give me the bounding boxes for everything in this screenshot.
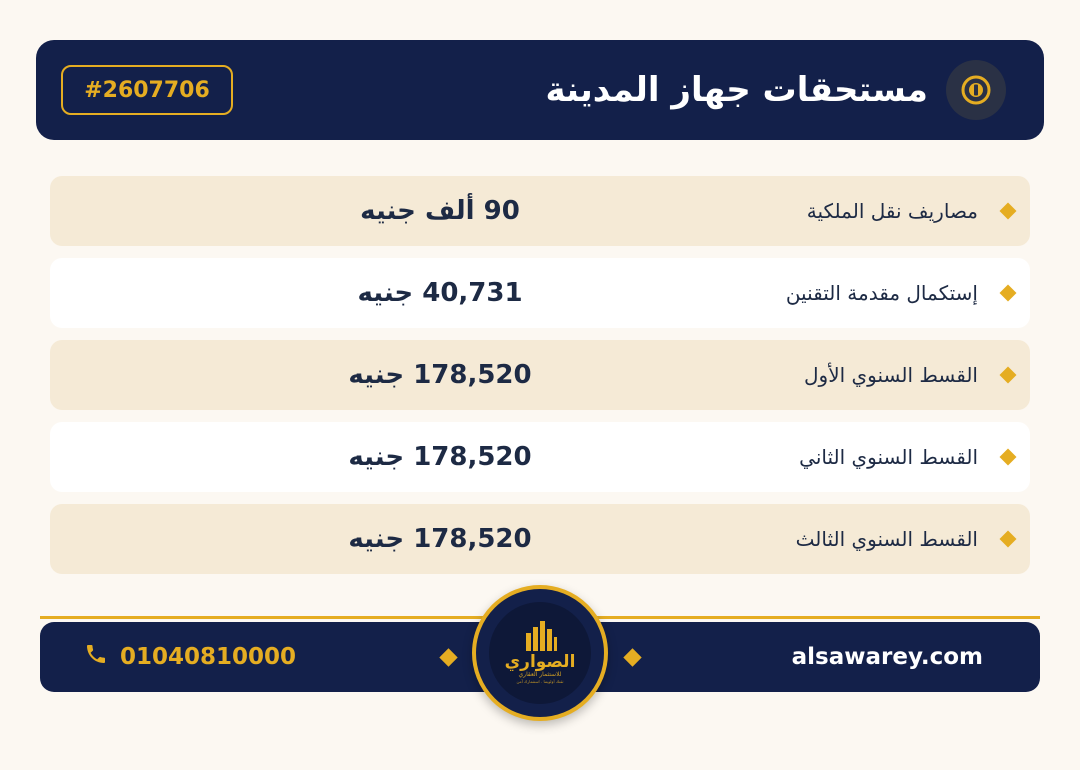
fee-row-legalization-completion bbox=[50, 258, 1030, 328]
bullet-diamond-icon bbox=[1000, 531, 1017, 548]
footer-diamond-icon bbox=[439, 648, 457, 666]
fee-row-third-installment bbox=[50, 504, 1030, 574]
row-value: 178,520 جنيه bbox=[348, 360, 532, 390]
bullet-diamond-icon bbox=[1000, 449, 1017, 466]
phone-contact[interactable] bbox=[84, 622, 296, 692]
row-label: القسط السنوي الثالث bbox=[795, 527, 978, 551]
row-value: 40,731 جنيه bbox=[357, 278, 523, 308]
page-title: مستحقات جهاز المدينة bbox=[545, 70, 928, 110]
reference-badge: #2607706 bbox=[61, 65, 233, 115]
logo-name: الصواري bbox=[504, 652, 576, 672]
logo-subtitle: للاستثمار العقاري bbox=[518, 671, 562, 678]
logo-tagline: ثقتك أولويتنا . استثمارك آمن bbox=[516, 679, 564, 684]
bullet-diamond-icon bbox=[1000, 285, 1017, 302]
fee-row-first-installment bbox=[50, 340, 1030, 410]
row-label: إستكمال مقدمة التقنين bbox=[785, 281, 978, 305]
fee-row-ownership-transfer bbox=[50, 176, 1030, 246]
building-icon bbox=[520, 621, 560, 651]
phone-icon bbox=[84, 642, 108, 672]
website-link[interactable]: alsawarey.com bbox=[791, 644, 983, 670]
company-logo bbox=[472, 585, 608, 721]
row-value: 178,520 جنيه bbox=[348, 524, 532, 554]
phone-number: 01040810000 bbox=[120, 644, 297, 670]
coin-icon bbox=[946, 60, 1006, 120]
row-label: مصاريف نقل الملكية bbox=[806, 199, 978, 223]
fee-row-second-installment bbox=[50, 422, 1030, 492]
row-label: القسط السنوي الثاني bbox=[799, 445, 978, 469]
footer-diamond-icon bbox=[623, 648, 641, 666]
row-value: 90 ألف جنيه bbox=[360, 196, 520, 226]
row-value: 178,520 جنيه bbox=[348, 442, 532, 472]
row-label: القسط السنوي الأول bbox=[804, 363, 978, 387]
bullet-diamond-icon bbox=[1000, 367, 1017, 384]
header-bar bbox=[36, 40, 1044, 140]
logo-emblem bbox=[489, 602, 591, 704]
bullet-diamond-icon bbox=[1000, 203, 1017, 220]
